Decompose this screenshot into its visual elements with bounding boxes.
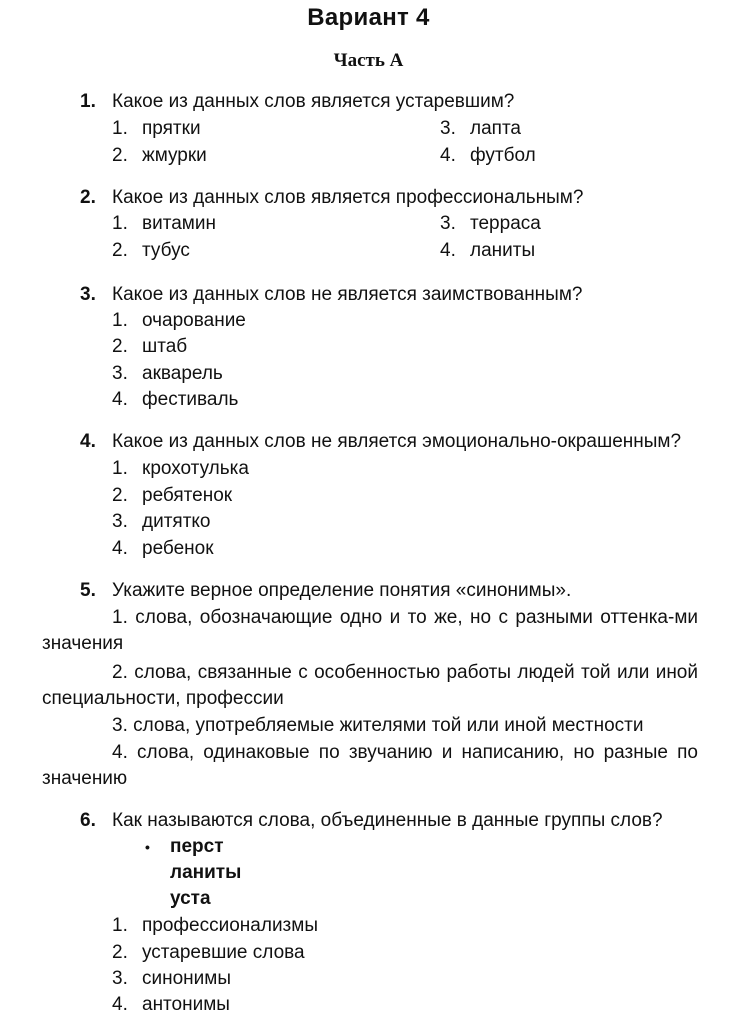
option-3: 3. терраса [440, 213, 541, 234]
option-3: 3. лапта [440, 118, 521, 139]
option-1: 1. очарование [112, 310, 246, 331]
page-title: Вариант 4 [307, 4, 430, 31]
option-4: 4. антонимы [112, 994, 230, 1015]
question-number: 4. [80, 431, 96, 452]
question-number: 2. [80, 187, 96, 208]
question-number: 6. [80, 810, 96, 831]
bullet-icon: • [145, 839, 150, 855]
option-4: 4. футбол [440, 145, 536, 166]
question-text: Какое из данных слов является профессиональным? [112, 187, 584, 208]
option-3: 3. дитятко [112, 511, 211, 532]
option-1: 1. крохотулька [112, 458, 249, 479]
option-4: 4. ребенок [112, 538, 214, 559]
option-2: 2. устаревшие слова [112, 942, 305, 963]
question-number: 5. [80, 580, 96, 601]
option-2: 2. штаб [112, 336, 188, 357]
word-item: уста [170, 888, 211, 909]
option-2: 2. жмурки [112, 145, 207, 166]
question-text: Какое из данных слов не является заимствованным? [112, 284, 583, 305]
option-2: 2. тубус [112, 240, 190, 261]
question-text: Как называются слова, объединенные в данные группы слов? [112, 810, 663, 831]
option-4: 4. фестиваль [112, 389, 239, 410]
question-text: Укажите верное определение понятия «синонимы». [112, 580, 572, 601]
option-2: 2. ребятенок [112, 485, 233, 506]
option-1: 1. витамин [112, 213, 216, 234]
definition-option-4: 4. слова, одинаковые по звучанию и написанию, но разные по значению [42, 742, 698, 789]
question-number: 1. [80, 91, 96, 112]
definition-option-1: 1. слова, обозначающие одно и то же, но с разными оттенка-ми значения [42, 607, 698, 654]
option-3: 3. синонимы [112, 968, 231, 989]
question-text: Какое из данных слов не является эмоционально-окрашенным? [112, 431, 682, 452]
question-number: 3. [80, 284, 96, 305]
question-text: Какое из данных слов является устаревшим? [112, 91, 515, 112]
word-item: перст [170, 836, 224, 857]
option-1: 1. профессионализмы [112, 915, 318, 936]
definition-option-3: 3. слова, употребляемые жителями той или иной местности [112, 715, 644, 736]
word-item: ланиты [170, 862, 242, 883]
definition-option-2: 2. слова, связанные с особенностью работы людей той или иной специальности, профессии [42, 662, 698, 709]
part-heading: Часть А [333, 50, 404, 71]
option-4: 4. ланиты [440, 240, 536, 261]
option-3: 3. акварель [112, 363, 223, 384]
option-1: 1. прятки [112, 118, 201, 139]
